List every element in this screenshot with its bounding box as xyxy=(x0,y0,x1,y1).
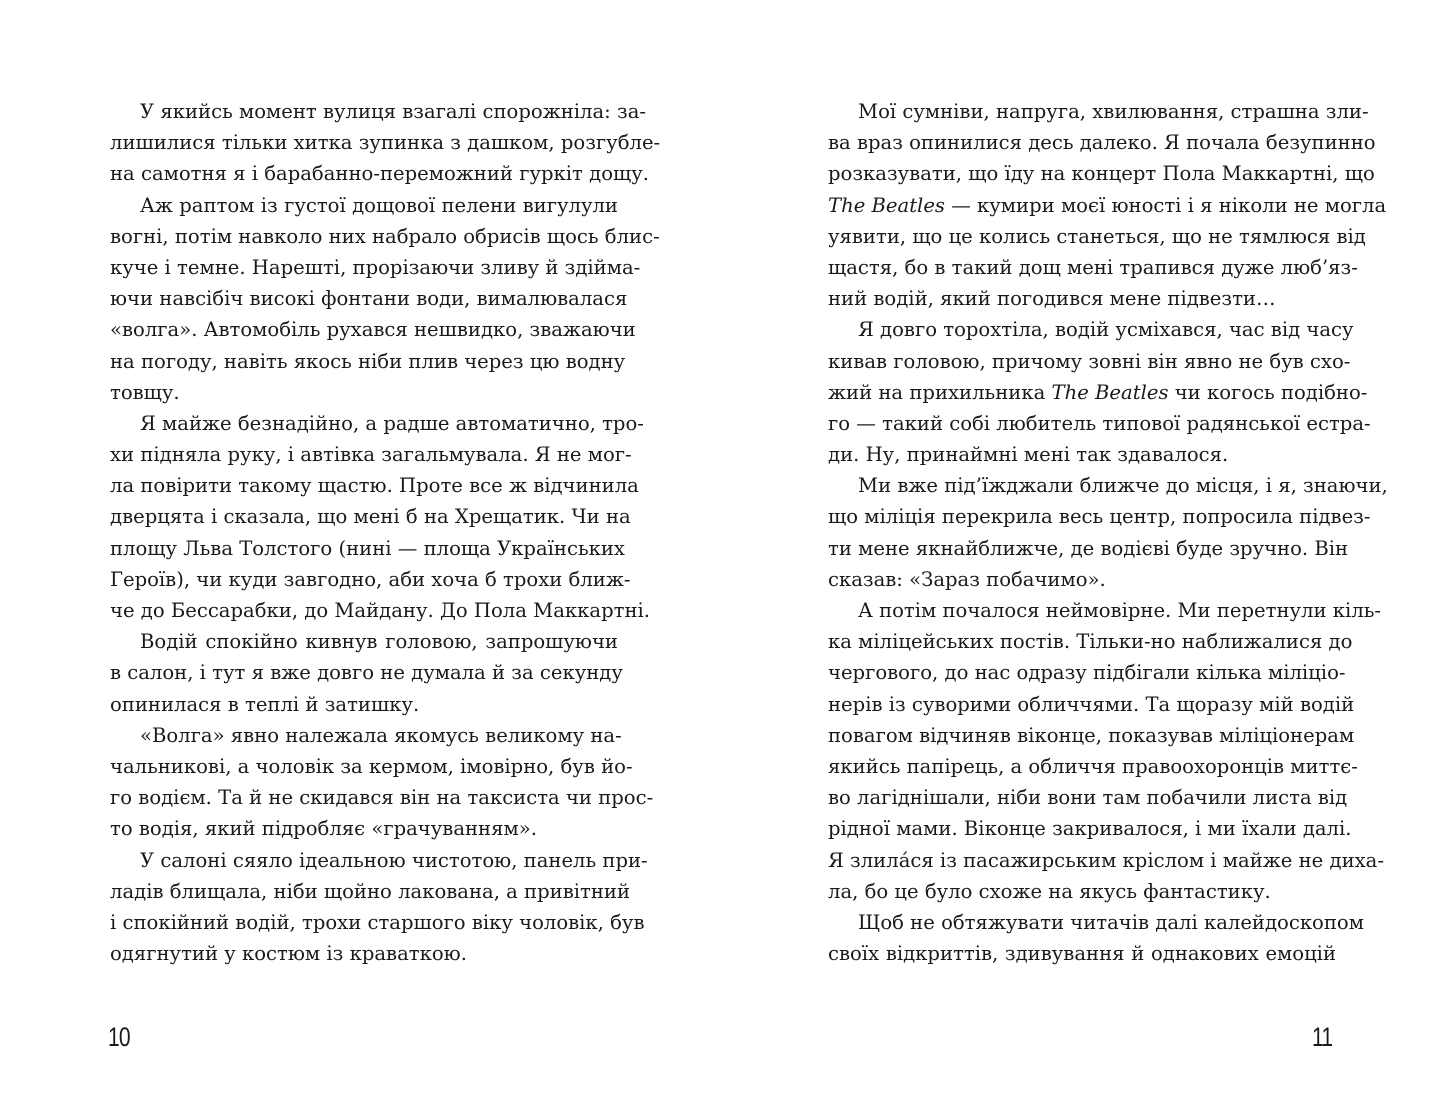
text-line: Я майже безнадійно, а радше автоматично, тро- xyxy=(140,411,644,435)
left-page-text xyxy=(110,96,661,969)
text-line: своїх відкриттів, здивування й однакових емоцій xyxy=(828,942,1336,966)
text-line: ти мене якнайближче, де водієві буде зручно. Він xyxy=(828,536,1349,560)
text-line: У якийсь момент вулиця взагалі спорожніла: за- xyxy=(140,100,646,123)
text-line: одягнутий у костюм із краваткою. xyxy=(110,942,467,966)
text-line: на самотня я і барабанно-переможний гуркіт дощу. xyxy=(110,162,649,186)
text-line: в салон, і тут я вже довго не думала й за секунду xyxy=(110,661,623,685)
text-line: то водія, який підробляє «грачуванням». xyxy=(110,817,537,841)
text-line: А потім почалося неймовірне. Ми перетнули кіль- xyxy=(858,599,1382,622)
text-line: У салоні сяяло ідеальною чистотою, панель при- xyxy=(140,848,648,872)
text-line: «волга». Автомобіль рухався нешвидко, зважаючи xyxy=(110,318,636,342)
text-line: ладів блищала, ніби щойно лакована, а привітний xyxy=(110,879,631,903)
text-line: куче і темне. Нарешті, прорізаючи зливу й здійма- xyxy=(110,255,641,279)
text-line: на погоду, навіть якось ніби плив через цю водну xyxy=(110,349,626,373)
text-line: ди. Ну, принаймні мені так здавалося. xyxy=(828,443,1229,467)
text-line: ва враз опинилися десь далеко. Я почала безупинно xyxy=(828,131,1376,155)
text-line: ючи навсібіч високі фонтани води, вималювалася xyxy=(110,287,628,311)
text-line: дверцята і сказала, що мені б на Хрещатик. Чи на xyxy=(110,505,631,529)
text-line: «Волга» явно належала якомусь великому на- xyxy=(140,723,622,747)
text-line: опинилася в теплі й затишку. xyxy=(110,692,420,716)
text-line: розказувати, що їду на концерт Пола Маккартні, що xyxy=(828,162,1375,186)
text-line: Мої сумніви, напруга, хвилювання, страшна зли- xyxy=(858,100,1369,123)
text-line: рідної мами. Віконце закривалося, і ми їхали далі. xyxy=(828,817,1352,841)
text-line: The Beatles — кумири моєї юності і я ніколи не могла xyxy=(828,193,1387,217)
text-line: лишилися тільки хитка зупинка з дашком, розгубле- xyxy=(110,131,661,155)
text-line: ла повірити такому щастю. Проте все ж відчинила xyxy=(110,474,639,498)
text-line: во лагіднішали, ніби вони там побачили листа від xyxy=(828,786,1348,810)
text-line: жий на прихильника The Beatles чи когось подібно- xyxy=(828,380,1368,404)
text-line: Героїв), чи куди завгодно, аби хоча б трохи ближ- xyxy=(110,567,631,591)
text-line: повагом відчиняв віконце, показував міліціонерам xyxy=(828,723,1355,747)
text-line: Водій спокійно кивнув головою, запрошуючи xyxy=(140,630,618,654)
text-line: і спокійний водій, трохи старшого віку чоловік, був xyxy=(110,910,645,934)
text-line: чальникові, а чоловік за кермом, імовірно, був йо- xyxy=(110,754,633,778)
text-line: товщу. xyxy=(110,380,180,404)
text-line: вогні, потім навколо них набрало обрисів щось блис- xyxy=(110,224,660,248)
text-line: що міліція перекрила весь центр, попросила підвез- xyxy=(828,505,1371,529)
left-page-number: 10 xyxy=(108,1022,130,1052)
text-line: хи підняла руку, і автівка загальмувала. Я не мог- xyxy=(110,443,632,467)
text-line: ла, бо це було схоже на якусь фантастику. xyxy=(828,879,1271,903)
text-line: сказав: «Зараз побачимо». xyxy=(828,567,1106,591)
text-line: го — такий собі любитель типової радянської естра- xyxy=(828,411,1371,435)
text-line: площу Льва Толстого (нині — площа Українських xyxy=(110,536,625,560)
text-line: Я довго торохтіла, водій усміхався, час від часу xyxy=(858,318,1354,342)
text-line: че до Бессарабки, до Майдану. До Пола Маккартні. xyxy=(110,599,651,622)
text-line: го водієм. Та й не скидався він на таксиста чи прос- xyxy=(110,786,654,810)
text-line: кивав головою, причому зовні він явно не був схо- xyxy=(828,349,1351,373)
right-page-number: 11 xyxy=(1312,1022,1333,1052)
text-line: Ми вже під’їжджали ближче до місця, і я, знаючи, xyxy=(858,474,1388,498)
text-line: уявити, що це колись станеться, що не тямлюся від xyxy=(828,224,1366,248)
text-line: Аж раптом із густої дощової пелени вигулули xyxy=(140,193,618,217)
text-line: нерів із суворими обличчями. Та щоразу мій водій xyxy=(828,692,1355,716)
text-line: ний водій, який погодився мене підвезти… xyxy=(828,287,1276,311)
text-line: якийсь папірець, а обличчя правоохоронців миттє- xyxy=(828,754,1358,778)
text-line: щастя, бо в такий дощ мені трапився дуже люб’яз- xyxy=(828,255,1358,279)
right-page-text xyxy=(828,96,1388,969)
text-line: чергового, до нас одразу підбігали кілька міліціо- xyxy=(828,661,1346,685)
text-line: ка міліцейських постів. Тільки-но наближалися до xyxy=(828,630,1353,654)
text-line: Щоб не обтяжувати читачів далі калейдоскопом xyxy=(858,910,1364,934)
text-line: Я злила́ся із пасажирським кріслом і майже не диха- xyxy=(828,848,1384,872)
